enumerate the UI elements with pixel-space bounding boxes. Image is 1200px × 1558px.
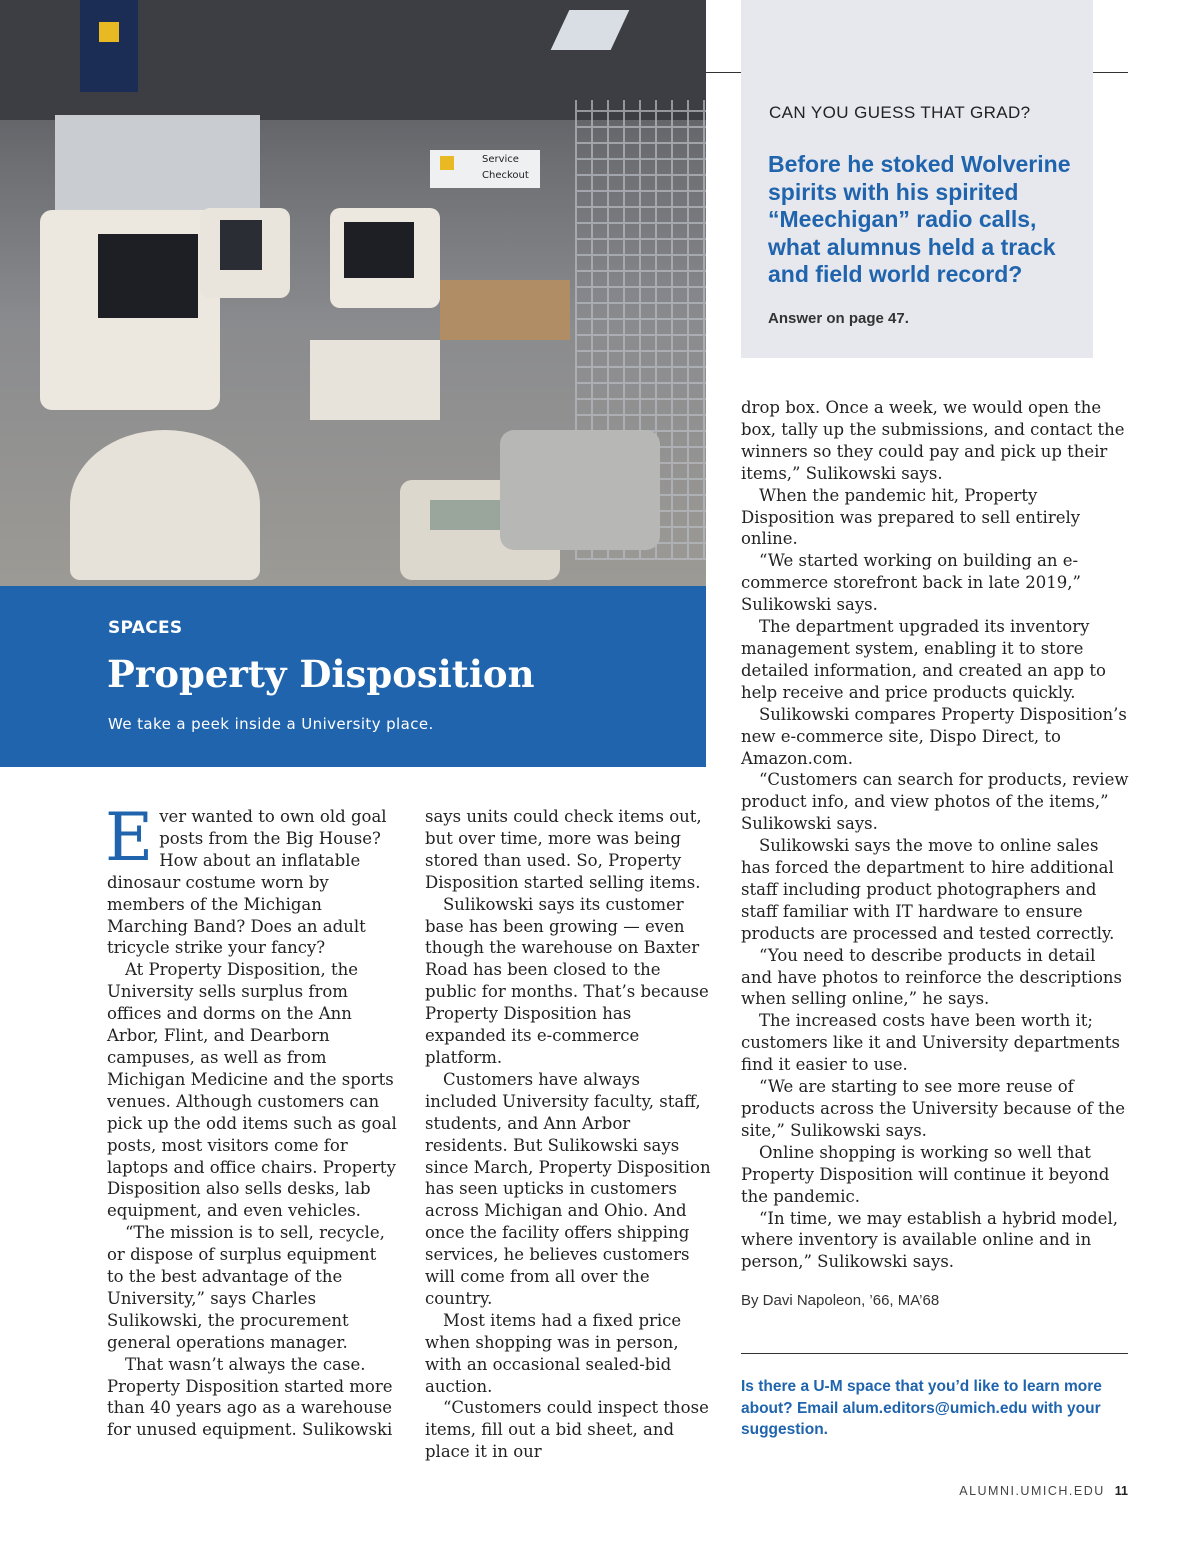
sign-service-text: Service	[482, 154, 519, 165]
article-paragraph: “We are starting to see more reuse of products across the University because of the site,” Sulikowski says.	[741, 1077, 1126, 1140]
quiz-answer: Answer on page 47.	[768, 310, 909, 327]
footer-site: ALUMNI.UMICH.EDU	[959, 1484, 1105, 1498]
article-paragraph: That wasn’t always the case. Property Disposition started more than 40 years ago as a warehouse for unused equipment. Sulikowski	[107, 1354, 393, 1440]
article-paragraph: “In time, we may establish a hybrid model, where inventory is available online and in person,” Sulikowski says.	[741, 1208, 1118, 1272]
sign-checkout-text: Checkout	[482, 170, 529, 181]
quiz-question: Before he stoked Wolverine spirits with his spirited “Meechigan” radio calls, what alumnus held a track and field world record?	[768, 151, 1071, 287]
drop-cap: E	[105, 799, 154, 876]
article-paragraph: Most items had a fixed price when shopping was in person, with an occasional sealed-bid auction.	[425, 1310, 682, 1396]
article-paragraph: At Property Disposition, the University sells surplus from offices and dorms on the Ann Arbor, Flint, and Dearborn campuses, as well as from Michigan Medicine and the sports venues. Although customers can pick up the odd items such as goal posts, most visitors come for laptops and office chairs. Property Disposition also sells desks, lab equipment, and even vehicles.	[107, 960, 397, 1221]
steel-tray	[500, 430, 660, 550]
article-paragraph: “The mission is to sell, recycle, or dispose of surplus equipment to the best advantage of the University,” says Charles Sulikowski, the procurement general operations manager.	[107, 1223, 385, 1352]
article-paragraph: Sulikowski compares Property Disposition’s new e-commerce site, Dispo Direct, to Amazon.com.	[741, 704, 1127, 768]
bottom-rule	[741, 1353, 1128, 1354]
reader-callout: Is there a U-M space that you’d like to learn more about? Email alum.editors@umich.edu with your suggestion.	[741, 1378, 1102, 1439]
article-column-2	[425, 806, 715, 1463]
page-dek: We take a peek inside a University place.	[108, 715, 434, 733]
article-column-3	[741, 397, 1129, 1273]
page-number: 11	[1114, 1484, 1128, 1498]
battery-module	[310, 340, 440, 420]
article-paragraph: “We started working on building an e-commerce storefront back in late 2019,” Sulikowski says.	[741, 551, 1081, 615]
article-paragraph: says units could check items out, but over time, more was being stored than used. So, Property Disposition started selling items.	[425, 807, 702, 892]
article-paragraph: Online shopping is working so well that Property Disposition will continue it beyond the pandemic.	[741, 1142, 1110, 1206]
article-paragraph: Sulikowski says the move to online sales has forced the department to hire additional staff including product photographers and staff familiar with IT hardware to ensure products are processed and tested correctly.	[741, 836, 1115, 943]
article-paragraph: When the pandemic hit, Property Disposition was prepared to sell entirely online.	[741, 485, 1081, 549]
quiz-label: CAN YOU GUESS THAT GRAD?	[769, 103, 1031, 122]
quiz-sidebar	[741, 0, 1093, 358]
article-paragraph: drop box. Once a week, we would open the box, tally up the submissions, and contact the winners so they could pay and pick up their items,” Sulikowski says.	[741, 398, 1125, 483]
medical-monitor-1	[40, 210, 220, 410]
article-paragraph: Ever wanted to own old goal posts from the Big House? How about an inflatable dinosaur costume worn by members of the Michigan Marching Band? Does an adult tricycle strike your fancy?	[105, 799, 387, 958]
m-banner	[80, 0, 138, 92]
article-paragraph: The increased costs have been worth it; customers like it and University departments find it easier to use.	[741, 1011, 1121, 1075]
cardboard-box	[440, 280, 570, 340]
equipment-cart	[70, 430, 260, 580]
article-column-1	[105, 799, 397, 1441]
section-kicker: SPACES	[108, 618, 183, 638]
article-paragraph: The department upgraded its inventory management system, enabling it to store detailed information, and created an app to help receive and price products quickly.	[741, 617, 1106, 702]
page-title: Property Disposition	[107, 652, 535, 696]
medical-monitor-3	[330, 208, 440, 308]
article-paragraph: “Customers could inspect those items, fill out a bid sheet, and place it in our	[425, 1398, 709, 1462]
medical-monitor-2	[200, 208, 290, 298]
warehouse-photo	[0, 0, 706, 586]
article-paragraph: “You need to describe products in detail and have photos to reinforce the descriptions when selling online,” he says.	[741, 945, 1122, 1009]
title-banner	[0, 586, 706, 767]
article-paragraph: Sulikowski says its customer base has been growing — even though the warehouse on Baxter Road has been closed to the public for months. That’s because Property Disposition has expanded its e-commerce platform.	[425, 894, 709, 1067]
page-footer	[959, 1484, 1128, 1498]
service-sign	[430, 150, 540, 188]
article-paragraph: Customers have always included University faculty, staff, students, and Ann Arbor residents. But Sulikowski says since March, Property Disposition has seen upticks in customers across Michigan and Ohio. And once the facility offers shipping services, he believes customers will come from all over the country.	[425, 1069, 711, 1308]
article-paragraph: “Customers can search for products, review product info, and view photos of the items,” Sulikowski says.	[741, 770, 1129, 834]
byline: By Davi Napoleon, ’66, MA’68	[741, 1292, 940, 1309]
